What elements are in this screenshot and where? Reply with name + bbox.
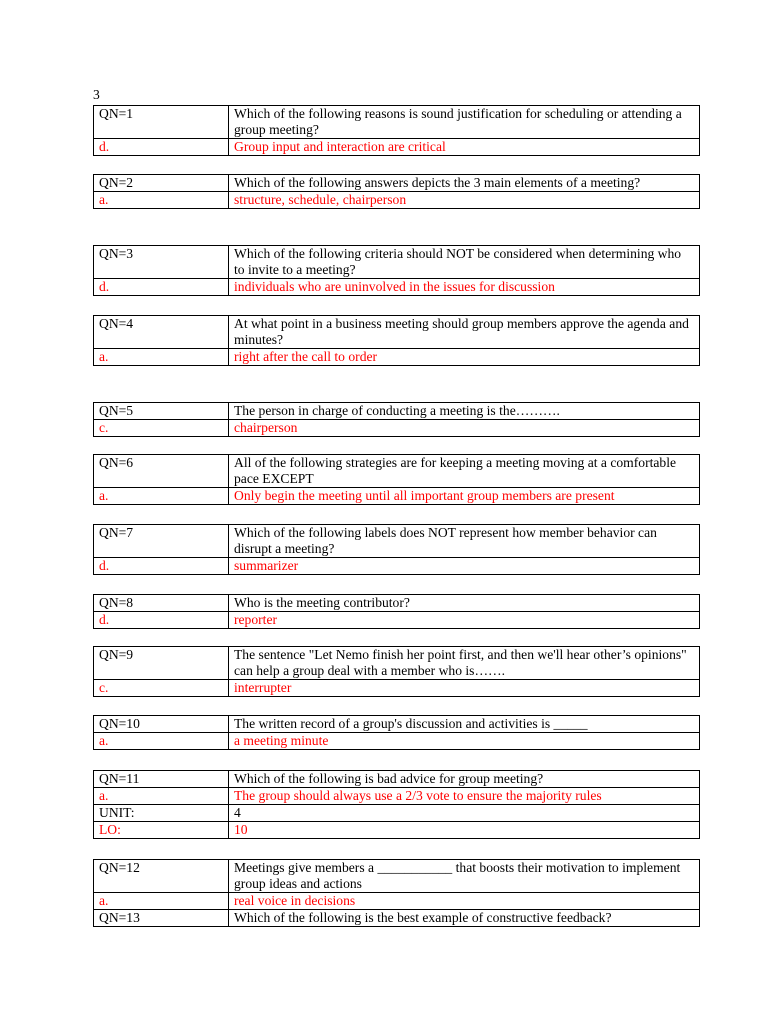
answer-option: d. [94, 558, 229, 575]
answer-option: a. [94, 192, 229, 209]
question-text: Which of the following reasons is sound justification for scheduling or attending a group meeting? [229, 106, 700, 139]
question-text: Which of the following criteria should NOT be considered when determining who to invite to a meeting? [229, 246, 700, 279]
answer-text: a meeting minute [229, 733, 700, 750]
lo-label: LO: [94, 822, 229, 839]
question-table-2 [93, 174, 700, 209]
unit-label: UNIT: [94, 805, 229, 822]
question-text: Who is the meeting contributor? [229, 595, 700, 612]
answer-option: c. [94, 420, 229, 437]
answer-option: d. [94, 612, 229, 629]
question-table-3 [93, 245, 700, 296]
question-number: QN=6 [94, 455, 229, 488]
question-table-9 [93, 646, 700, 697]
question-text: Which of the following is bad advice for group meeting? [229, 771, 700, 788]
question-table-6 [93, 454, 700, 505]
answer-text: individuals who are uninvolved in the issues for discussion [229, 279, 700, 296]
question-table-8 [93, 594, 700, 629]
answer-text: right after the call to order [229, 349, 700, 366]
question-number: QN=11 [94, 771, 229, 788]
lo-value: 10 [229, 822, 700, 839]
question-table-1 [93, 105, 700, 156]
question-number: QN=8 [94, 595, 229, 612]
question-number: QN=1 [94, 106, 229, 139]
answer-text: The group should always use a 2/3 vote to ensure the majority rules [229, 788, 700, 805]
question-number: QN=12 [94, 860, 229, 893]
answer-option: c. [94, 680, 229, 697]
question-text: The written record of a group's discussion and activities is _____ [229, 716, 700, 733]
question-text: Which of the following is the best example of constructive feedback? [229, 910, 700, 927]
answer-option: a. [94, 733, 229, 750]
answer-option: a. [94, 488, 229, 505]
question-text: Meetings give members a ___________ that boosts their motivation to implement group ideas and actions [229, 860, 700, 893]
answer-option: a. [94, 349, 229, 366]
answer-text: chairperson [229, 420, 700, 437]
question-number: QN=3 [94, 246, 229, 279]
answer-text: reporter [229, 612, 700, 629]
answer-text: real voice in decisions [229, 893, 700, 910]
question-number: QN=13 [94, 910, 229, 927]
answer-option: d. [94, 139, 229, 156]
question-table-12 [93, 859, 700, 927]
question-number: QN=2 [94, 175, 229, 192]
question-text: Which of the following labels does NOT represent how member behavior can disrupt a meeting? [229, 525, 700, 558]
answer-text: Group input and interaction are critical [229, 139, 700, 156]
question-number: QN=7 [94, 525, 229, 558]
question-number: QN=4 [94, 316, 229, 349]
question-table-4 [93, 315, 700, 366]
question-text: The person in charge of conducting a meeting is the………. [229, 403, 700, 420]
unit-value: 4 [229, 805, 700, 822]
answer-text: summarizer [229, 558, 700, 575]
answer-option: a. [94, 893, 229, 910]
question-number: QN=9 [94, 647, 229, 680]
question-text: All of the following strategies are for keeping a meeting moving at a comfortable pace EXCEPT [229, 455, 700, 488]
question-number: QN=10 [94, 716, 229, 733]
question-text: Which of the following answers depicts the 3 main elements of a meeting? [229, 175, 700, 192]
question-number: QN=5 [94, 403, 229, 420]
answer-option: d. [94, 279, 229, 296]
page-number: 3 [93, 87, 100, 102]
question-table-10 [93, 715, 700, 750]
answer-text: interrupter [229, 680, 700, 697]
question-table-5 [93, 402, 700, 437]
question-text: At what point in a business meeting should group members approve the agenda and minutes? [229, 316, 700, 349]
answer-option: a. [94, 788, 229, 805]
answer-text: structure, schedule, chairperson [229, 192, 700, 209]
question-text: The sentence "Let Nemo finish her point first, and then we'll hear other’s opinions" can help a group deal with a member who is……. [229, 647, 700, 680]
answer-text: Only begin the meeting until all important group members are present [229, 488, 700, 505]
question-table-11 [93, 770, 700, 839]
question-table-7 [93, 524, 700, 575]
